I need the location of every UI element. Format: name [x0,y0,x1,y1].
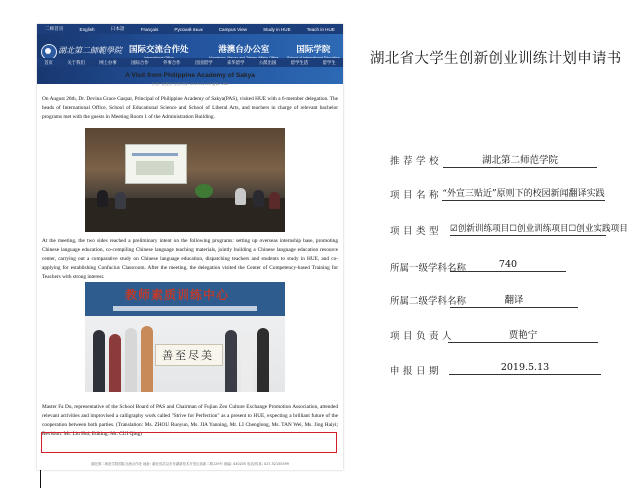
translator-credit-highlight [41,432,337,453]
form-value: 贾艳宁 [448,327,598,343]
photo-person [93,330,105,392]
sign-subtitle-bar [113,306,257,311]
school-logo-text: 湖北第二師範學院 [58,46,122,55]
nav-item-gov-sponsored[interactable]: 公派出国 [258,60,277,66]
photo-person [109,334,121,392]
article-webpage-screenshot [37,24,343,470]
table-plant [195,184,213,198]
lang-link-english[interactable]: English [79,26,95,32]
photo-person [235,188,246,205]
lang-link-study-in-hue[interactable]: Study in HUE [263,26,291,32]
lang-link-russian[interactable]: Pусский язык [174,26,203,32]
photo-person [115,192,126,209]
banner-hkmac-office-cn: 港澳台办公室 [218,45,270,55]
nav-item-foreign-affairs[interactable]: 外事合作 [163,60,181,66]
article-meta: 作者: 管理员 发布时间: 2019-11-04 阅读: 252 [151,82,229,86]
language-bar [37,24,343,34]
article-paragraph-2: At the meeting, the two sides reached a preliminary intent on the following programs: setting up overseas internship base, promoting Chinese language education, co-compiling Chinese language teaching materials, jointly building a Chinese language education resource center, carrying out a comparative study on Chinese language education, dispatching teachers and students to study in HUE, and co-applying for establishing Confucius Classroom. After the meeting, the delegation visited the Center of Competency-based Training for Teachers with strong interest. [42,238,338,280]
form-value: 2019.5.13 [449,362,601,375]
main-nav [37,58,343,67]
article-paragraph-1: On August 26th, Dr. Devina Grace Gaspar, Principal of Philippine Academy of Sakya(PAS), visited HUE with a 6-member delegation. The heads of International Office, School of Educational Science and School of Liberal Arts, and teachers in charge of relevant bachelor programs met with the guests in Meeting Room 1 of the Administration Building. [42,96,338,120]
nav-item-study-abroad[interactable]: 出国留学 [194,60,213,66]
form-value: ☑创新训练项目☐创业训练项目☐创业实践项目 [450,224,628,234]
photo-person [225,330,237,392]
form-value: “外宣三贴近”原则下的校园新闻翻译实践 [442,186,605,201]
article-paragraph-3: Master Fa Du, representative of the School Board of PAS and Chairman of Fujian Zen Culture Exchange Promotion Association, attended relevant activities and improvised a calligraphy work called "Strive for Perfection" as a present to HUE, expecting a brilliant future of the cooperation between both parties. (Translation: Ms. ZHOU Ruoyun, Ms. JIA Yanning, Mr. LI Chenglong, Ms. TAN Wei, Ms. Jing Haiyi; Revision: Mr. Liu Hui; Editing: Mr. CUI Qing) [42,404,338,437]
training-center-sign-text: 教师素质训练中心 [125,288,230,302]
photo-person [253,190,264,207]
banner-intl-school-cn: 国际学院 [296,45,331,55]
nav-item-study-in-china[interactable]: 来华留学 [226,60,245,66]
form-label: 所属二级学科名称 [390,296,467,307]
photo-person [257,328,269,392]
nav-item-student-life[interactable]: 留学生活 [290,60,309,66]
form-label: 项目负责人 [390,331,456,342]
form-value: 湖北第二师范学院 [443,152,597,168]
nav-item-intl-cooperation[interactable]: 国际合作 [131,60,149,66]
banner-intl-office-cn: 国际交流合作处 [129,45,189,55]
calligraphy-text: 善至尽美 [162,349,214,362]
form-label: 项目名称 [390,190,443,201]
application-form-title: 湖北省大学生创新创业训练计划申请书 [370,51,622,67]
form-value: 740 [450,259,566,272]
meeting-room-photo [85,128,285,232]
projector-screen [125,144,187,184]
training-center-sign [85,282,285,316]
form-label: 所属一级学科名称 [390,263,467,274]
site-footer: 湖北第二师范学院国际交流合作处 地址: 湖北省武汉市东湖新技术开发区高新二路129号 邮编: 430205 电话/传真: 027-52150399 [91,462,289,466]
calligraphy-scroll [155,344,223,366]
form-label: 项目类型 [390,226,443,237]
photo-person [269,192,280,209]
form-value: 翻译 [450,292,578,308]
nav-item-home[interactable]: 首页 [44,60,53,66]
form-label: 申报日期 [390,366,443,377]
lang-link-japanese[interactable]: 日本語 [110,26,125,31]
nav-item-online-services[interactable]: 网上办事 [99,60,117,66]
photo-person [241,332,253,392]
lang-link-campus-view[interactable]: Campus View [218,26,247,32]
article-title: A Visit from Philippine Academy of Sakya [125,72,255,79]
photo-person [97,190,108,207]
nav-item-about[interactable]: 关于我们 [67,60,85,66]
form-label: 推荐学校 [390,156,443,167]
photo-person [141,326,153,392]
lang-link-teach-in-hue[interactable]: Teach in HUE [306,26,335,32]
group-photo-calligraphy [85,282,285,392]
photo-person [125,328,137,392]
nav-item-intl-students[interactable]: 留学生 [322,60,336,66]
text-cursor [40,470,41,488]
lang-link-home[interactable]: 二师首页 [45,26,64,31]
lang-link-french[interactable]: Français [140,26,159,32]
